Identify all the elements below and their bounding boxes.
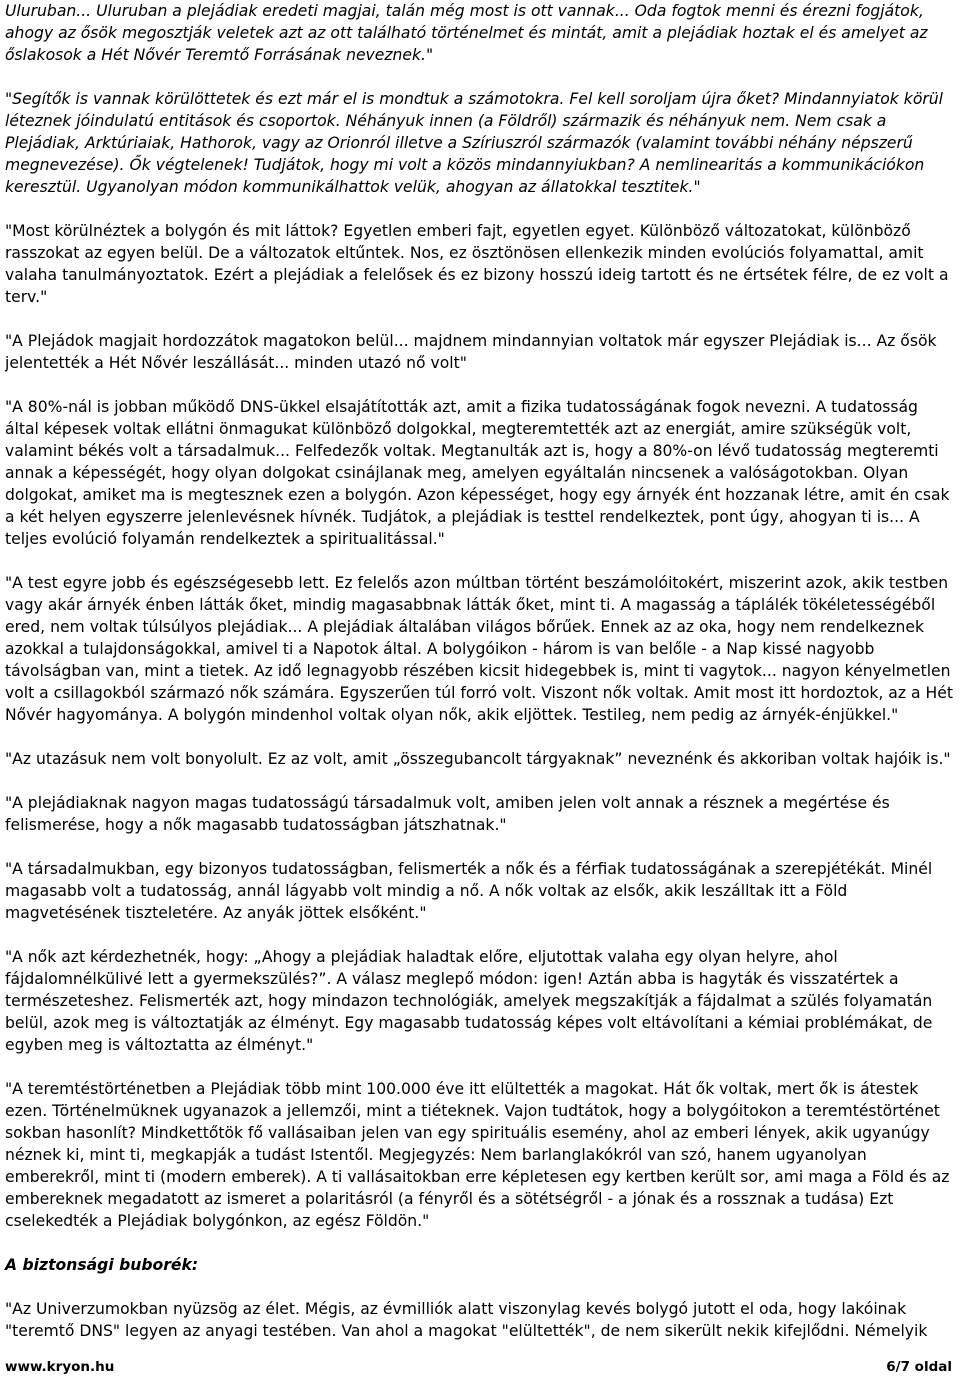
paragraph-5: "A 80%-nál is jobban működő DNS-ükkel elsajátították azt, amit a fizika tudatosságának fogok nevezni. A tudatosság által képesek voltak ellátni önmagukat különböző dolgokkal, megteremtették azt az energiát, amire szükségük volt, valamint békés volt a társadalmuk... Felfedezők voltak. Megtanulták azt is, hogy a 80%-on lévő tudatosság megteremti annak a képességét, hogy olyan dolgokat csinájlanak meg, amelyen egyáltalán nincsenek a valóságotokban. Olyan dolgokat, amiket ma is megtesznek ezen a bolygón. Azon képességet, hogy egy árnyék ént hozzanak létre, amit én csak a két helyen egyszerre jelenlevésnek hívnék. Tudjátok, a plejádiak is testtel rendelkeztek, pont úgy, ahogyan ti is... A teljes evolúció folyamán rendelkeztek a spiritualitással."	[5, 398, 950, 548]
paragraph-7: "Az utazásuk nem volt bonyolult. Ez az volt, amit „összegubancolt tárgyaknak” neveznénk és akkoriban voltak hajóik is."	[5, 750, 951, 768]
footer-page-number: 6/7 oldal	[886, 1359, 952, 1375]
page-footer	[5, 1356, 952, 1378]
paragraph-3: "Most körülnéztek a bolygón és mit láttok? Egyetlen emberi fajt, egyetlen egyet. Különböző változatokat, különböző rasszokat az egyen belül. De a változatok eltűntek. Nos, ez ösztönösen ellenkezik minden evolúciós folyamattal, amit valaha tanulmányoztatok. Ezért a plejádiak a felelősek és ez bizony hosszú ideig tartott és ne értsétek félre, de ez volt a terv."	[5, 222, 949, 306]
paragraph-8: "A plejádiaknak nagyon magas tudatosságú társadalmuk volt, amiben jelen volt annak a résznek a megértése és felismerése, hogy a nők magasabb tudatosságban játszhatnak."	[5, 794, 890, 834]
section-heading: A biztonsági buborék:	[5, 1256, 199, 1274]
paragraph-11: "A teremtéstörténetben a Plejádiak több mint 100.000 éve itt elültették a magokat. Hát ők voltak, mert ők is átestek ezen. Történelmüknek ugyanazok a jellemzői, mint a tiéteknek. Vajon tudtátok, hogy a bolygóitokon a teremtéstörténet sokban hasonlít? Mindkettőtök fő vallásaiban jelen van egy spirituális esemény, ahol az emberi lények, akik ugyanúgy néznek ki, mint ti, megkapják a tudást Istentől. Megjegyzés: Nem barlanglakókról van szó, hanem ugyanolyan emberekről, mint ti (modern emberek). A ti vallásaitokban erre képletesen egy kertben került sor, ami maga a Föld és az embereknek megadatott az ismeret a polaritásról (a fényről és a sötétségről - a jónak és a rossznak a tudása) Ezt cselekedték a Plejádiak bolygónkon, az egész Földön."	[5, 1080, 950, 1230]
paragraph-4: "A Plejádok magjait hordozzátok magatokon belül... majdnem mindannyian voltatok már egyszer Plejádiak is... Az ősök jelentették a Hét Nővér leszállását... minden utazó nő volt"	[5, 332, 937, 372]
paragraph-2: "Segítők is vannak körülöttetek és ezt már el is mondtuk a számotokra. Fel kell soroljam újra őket? Mindannyiatok körül léteznek jóindulatú entitások és csoportok. Néhányuk innen (a Földről) származik és néhányuk nem. Nem csak a Plejádiak, Arktúriaiak, Hathorok, vagy az Orionról illetve a Szíriuszról származók (valamint további néhány népszerű megnevezése). Ők végtelenek! Tudjátok, hogy mi volt a közös mindannyiukban? A nemlinearitás a kommunikációkon keresztül. Ugyanolyan módon kommunikálhattok velük, ahogyan az állatokkal tesztitek."	[5, 90, 943, 196]
paragraph-12: "Az Univerzumokban nyüzsög az élet. Mégis, az évmilliók alatt viszonylag kevés bolygó jutott el oda, hogy lakóinak "teremtő DNS" legyen az anyagi testében. Van ahol a magokat "elültették", de nem sikerült nekik kifejlődni. Némelyik	[5, 1300, 928, 1340]
document-body	[5, 0, 953, 1364]
paragraph-9: "A társadalmukban, egy bizonyos tudatosságban, felismerték a nők és a férfiak tudatosságának a szerepjétékát. Minél magasabb volt a tudatosság, annál lágyabb volt mindig a nő. A nők voltak az elsők, akik leszálltak itt a Föld magvetésének tiszteletére. Az anyák jöttek elsőként."	[5, 860, 933, 922]
paragraph-6: "A test egyre jobb és egészségesebb lett. Ez felelős azon múltban történt beszámolóitokért, miszerint azok, akik testben vagy akár árnyék énben látták őket, mindig magasabbnak látták őket, mint ti. A magasság a táplálék tökéletességéből ered, nem voltak túlsúlyos plejádiak... A plejádiak általában világos bőrűek. Ennek az az oka, hogy nem rendelkeznek azokkal a tulajdonságokkal, amivel ti a Napotok által. A bolygóikon - három is van belőle - a Nap kissé nagyobb távolságban van, mint a tietek. Az idő legnagyobb részében kicsit hidegebbek is, mint ti vagytok... nagyon kényelmetlen volt a csillagokból származó nők számára. Egyszerűen túl forró volt. Viszont nők voltak. Amit most itt hordoztok, az a Hét Nővér hagyománya. A bolygón mindenhol voltak olyan nők, akik eljöttek. Testileg, nem pedig az árnyék-énjükkel."	[5, 574, 953, 724]
paragraph-10: "A nők azt kérdezhetnék, hogy: „Ahogy a plejádiak haladtak előre, eljutottak valaha egy olyan helyre, ahol fájdalomnélkülivé lett a gyermekszülés?”. A válasz meglepő módon: igen! Aztán abba is hagyták és visszatértek a természeteshez. Felismerték azt, hogy mindazon technológiák, amelyek megszakítják a fájdalmat a szülés folyamatán belül, azok meg is változtatják az élményt. Egy magasabb tudatosság képes volt eltávolítani a kémiai problémákat, de egyben meg is változtatta az élményt."	[5, 948, 933, 1054]
footer-site-link[interactable]: www.kryon.hu	[5, 1359, 115, 1375]
paragraph-1: Uluruban... Uluruban a plejádiak eredeti magjai, talán még most is ott vannak... Oda fogtok menni és érezni fogjátok, ahogy az ősök megosztják veletek azt az ott található történelmet és mintát, amit a plejádiak hoztak el és amelyet az őslakosok a Hét Nővér Teremtő Forrásának neveznek."	[5, 2, 928, 64]
